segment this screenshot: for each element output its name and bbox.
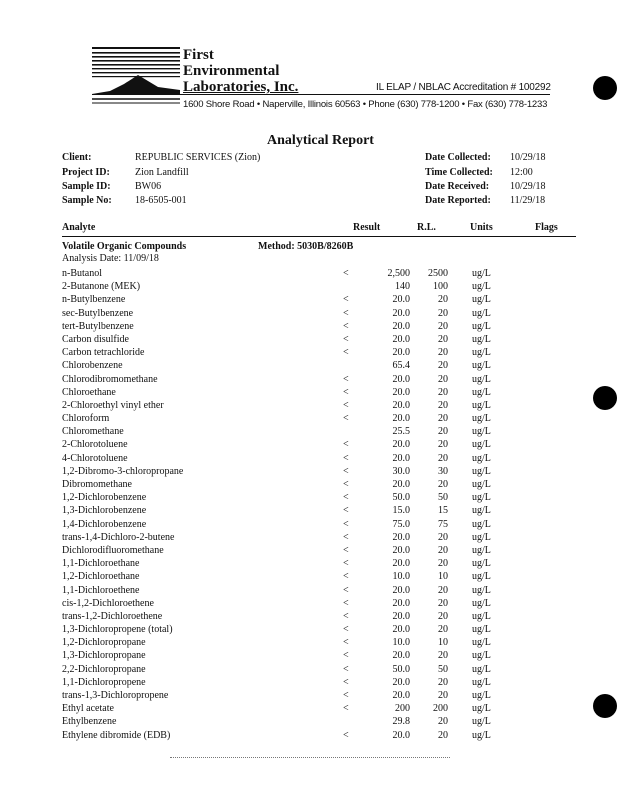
rl-cell: 20: [438, 650, 448, 662]
table-row: [62, 544, 576, 557]
less-than-cell: <: [343, 413, 349, 425]
sample-no-value: 18-6505-001: [135, 195, 187, 206]
units-cell: ug/L: [472, 690, 491, 701]
analyte-cell: 1,3-Dichloropropane: [62, 650, 146, 662]
units-cell: ug/L: [472, 505, 491, 517]
analyte-cell: 1,3-Dichloropropene (total): [62, 624, 173, 636]
less-than-cell: <: [343, 676, 349, 688]
units-cell: ug/L: [472, 399, 491, 411]
less-than-cell: <: [343, 531, 349, 543]
result-cell: 75.0: [392, 518, 410, 530]
result-cell: 20.0: [392, 373, 410, 385]
table-row: [62, 386, 576, 399]
table-row: [62, 531, 576, 544]
result-cell: 20.0: [392, 650, 410, 662]
less-than-cell: <: [343, 650, 349, 662]
rl-cell: 20: [438, 399, 448, 411]
units-cell: ug/L: [472, 268, 491, 279]
table-row: [62, 412, 576, 425]
result-cell: 30.0: [392, 465, 410, 477]
less-than-cell: <: [343, 624, 349, 636]
units-cell: ug/L: [472, 518, 491, 530]
table-row: [62, 570, 576, 583]
time-collected-value: 12:00: [510, 167, 533, 178]
analysis-date: Analysis Date: 11/09/18: [62, 253, 159, 264]
date-reported-label: Date Reported:: [425, 195, 491, 206]
less-than-cell: <: [343, 690, 349, 701]
table-row: [62, 399, 576, 412]
analyte-cell: Carbon tetrachloride: [62, 347, 145, 359]
table-row: [62, 504, 576, 517]
project-value: Zion Landfill: [135, 167, 189, 178]
less-than-cell: <: [343, 373, 349, 385]
header-units: Units: [470, 222, 493, 233]
result-cell: 20.0: [392, 439, 410, 451]
analyte-cell: Ethylbenzene: [62, 716, 117, 728]
result-cell: 20.0: [392, 347, 410, 359]
analyte-cell: 2,2-Dichloropropane: [62, 663, 146, 675]
time-collected-label: Time Collected:: [425, 167, 493, 178]
less-than-cell: <: [343, 610, 349, 622]
table-row: [62, 438, 576, 451]
analyte-cell: 1,4-Dichlorobenzene: [62, 518, 147, 530]
table-row: [62, 715, 576, 728]
less-than-cell: <: [343, 465, 349, 477]
less-than-cell: <: [343, 729, 349, 741]
rl-cell: 20: [438, 320, 448, 332]
table-row: [62, 267, 576, 280]
analyte-cell: 2-Chlorotoluene: [62, 439, 128, 451]
rl-cell: 20: [438, 307, 448, 319]
rl-cell: 20: [438, 294, 448, 306]
units-cell: ug/L: [472, 386, 491, 398]
date-collected-label: Date Collected:: [425, 152, 491, 163]
sample-id-value: BW06: [135, 181, 162, 192]
analyte-cell: Chlorobenzene: [62, 360, 123, 372]
result-cell: 65.4: [392, 360, 410, 372]
units-cell: ug/L: [472, 465, 491, 477]
less-than-cell: <: [343, 320, 349, 332]
units-cell: ug/L: [472, 637, 491, 649]
less-than-cell: <: [343, 663, 349, 675]
analyte-cell: Ethyl acetate: [62, 703, 114, 715]
rl-cell: 20: [438, 584, 448, 596]
result-cell: 20.0: [392, 307, 410, 319]
table-row: [62, 293, 576, 306]
accreditation-text: IL ELAP / NBLAC Accreditation # 100292: [376, 82, 551, 93]
results-table-header: [62, 222, 576, 236]
rl-cell: 10: [438, 637, 448, 649]
less-than-cell: <: [343, 637, 349, 649]
units-cell: ug/L: [472, 676, 491, 688]
units-cell: ug/L: [472, 479, 491, 490]
analyte-cell: n-Butanol: [62, 268, 102, 279]
units-cell: ug/L: [472, 373, 491, 385]
table-row: [62, 636, 576, 649]
analyte-cell: Chloroform: [62, 413, 110, 425]
analyte-cell: n-Butylbenzene: [62, 294, 126, 306]
units-cell: ug/L: [472, 531, 491, 543]
less-than-cell: <: [343, 518, 349, 530]
date-received-label: Date Received:: [425, 181, 490, 192]
units-cell: ug/L: [472, 624, 491, 636]
table-row: [62, 307, 576, 320]
lab-name-line1: First: [183, 47, 214, 63]
result-cell: 20.0: [392, 294, 410, 306]
analyte-cell: 2-Chloroethyl vinyl ether: [62, 399, 164, 411]
analyte-cell: 1,2-Dibromo-3-chloropropane: [62, 465, 184, 477]
result-cell: 20.0: [392, 558, 410, 570]
less-than-cell: <: [343, 597, 349, 609]
result-cell: 20.0: [392, 399, 410, 411]
rl-cell: 20: [438, 386, 448, 398]
units-cell: ug/L: [472, 729, 491, 741]
rl-cell: 20: [438, 729, 448, 741]
units-cell: ug/L: [472, 281, 491, 293]
result-cell: 20.0: [392, 452, 410, 464]
units-cell: ug/L: [472, 584, 491, 596]
rl-cell: 50: [438, 663, 448, 675]
table-row: [62, 359, 576, 372]
units-cell: ug/L: [472, 716, 491, 728]
less-than-cell: <: [343, 294, 349, 306]
table-row: [62, 623, 576, 636]
table-row: [62, 663, 576, 676]
analyte-cell: 1,2-Dichlorobenzene: [62, 492, 147, 504]
table-row: [62, 729, 576, 742]
rl-cell: 20: [438, 333, 448, 345]
table-row: [62, 346, 576, 359]
less-than-cell: <: [343, 479, 349, 490]
result-cell: 10.0: [392, 637, 410, 649]
units-cell: ug/L: [472, 360, 491, 372]
less-than-cell: <: [343, 333, 349, 345]
rl-cell: 20: [438, 426, 448, 438]
rl-cell: 100: [433, 281, 448, 293]
result-cell: 20.0: [392, 544, 410, 556]
table-row: [62, 373, 576, 386]
section-title: Volatile Organic Compounds: [62, 241, 187, 252]
analyte-cell: 4-Chlorotoluene: [62, 452, 128, 464]
table-row: [62, 689, 576, 702]
units-cell: ug/L: [472, 320, 491, 332]
result-cell: 20.0: [392, 386, 410, 398]
punch-hole-bottom: [593, 694, 617, 718]
client-value: REPUBLIC SERVICES (Zion): [135, 152, 261, 163]
punch-hole-top: [593, 76, 617, 100]
result-cell: 20.0: [392, 479, 410, 490]
less-than-cell: <: [343, 584, 349, 596]
units-cell: ug/L: [472, 492, 491, 504]
punch-hole-middle: [593, 386, 617, 410]
report-title: Analytical Report: [267, 133, 374, 148]
rl-cell: 20: [438, 544, 448, 556]
rl-cell: 200: [433, 703, 448, 715]
analyte-cell: 1,2-Dichloroethane: [62, 571, 140, 583]
analyte-cell: 1,3-Dichlorobenzene: [62, 505, 147, 517]
units-cell: ug/L: [472, 597, 491, 609]
analyte-cell: Chloroethane: [62, 386, 116, 398]
result-cell: 50.0: [392, 492, 410, 504]
lab-name-line2: Environmental: [183, 63, 280, 79]
less-than-cell: <: [343, 452, 349, 464]
result-cell: 50.0: [392, 663, 410, 675]
project-label: Project ID:: [62, 167, 110, 178]
table-row: [62, 478, 576, 491]
result-cell: 20.0: [392, 597, 410, 609]
lab-name-line3: Laboratories, Inc.: [183, 79, 299, 95]
client-label: Client:: [62, 152, 92, 163]
units-cell: ug/L: [472, 650, 491, 662]
date-collected-value: 10/29/18: [510, 152, 546, 163]
header-rl: R.L.: [417, 222, 436, 233]
rl-cell: 15: [438, 505, 448, 517]
result-cell: 200: [395, 703, 410, 715]
less-than-cell: <: [343, 505, 349, 517]
units-cell: ug/L: [472, 558, 491, 570]
table-row: [62, 333, 576, 346]
analyte-cell: trans-1,4-Dichloro-2-butene: [62, 531, 175, 543]
less-than-cell: <: [343, 703, 349, 715]
table-row: [62, 702, 576, 715]
units-cell: ug/L: [472, 703, 491, 715]
units-cell: ug/L: [472, 452, 491, 464]
table-row: [62, 557, 576, 570]
analyte-cell: 1,1-Dichloroethane: [62, 558, 140, 570]
header-analyte: Analyte: [62, 222, 96, 233]
analyte-cell: trans-1,2-Dichloroethene: [62, 610, 163, 622]
sample-no-label: Sample No:: [62, 195, 112, 206]
result-cell: 25.5: [392, 426, 410, 438]
analyte-cell: tert-Butylbenzene: [62, 320, 134, 332]
units-cell: ug/L: [472, 571, 491, 583]
lab-name: [183, 47, 298, 95]
header-flags: Flags: [535, 222, 558, 233]
result-cell: 20.0: [392, 624, 410, 636]
rl-cell: 20: [438, 624, 448, 636]
rl-cell: 20: [438, 360, 448, 372]
rl-cell: 20: [438, 597, 448, 609]
table-row: [62, 425, 576, 438]
rl-cell: 20: [438, 558, 448, 570]
result-cell: 15.0: [392, 505, 410, 517]
analyte-cell: Carbon disulfide: [62, 333, 129, 345]
rl-cell: 20: [438, 690, 448, 701]
table-row: [62, 452, 576, 465]
table-row: [62, 584, 576, 597]
result-cell: 20.0: [392, 413, 410, 425]
table-row: [62, 491, 576, 504]
units-cell: ug/L: [472, 610, 491, 622]
units-cell: ug/L: [472, 347, 491, 359]
table-row: [62, 610, 576, 623]
less-than-cell: <: [343, 386, 349, 398]
table-row: [62, 597, 576, 610]
result-cell: 140: [395, 281, 410, 293]
units-cell: ug/L: [472, 333, 491, 345]
rl-cell: 20: [438, 716, 448, 728]
less-than-cell: <: [343, 399, 349, 411]
analyte-cell: sec-Butylbenzene: [62, 307, 134, 319]
analyte-cell: Chloromethane: [62, 426, 124, 438]
rl-cell: 20: [438, 413, 448, 425]
result-cell: 20.0: [392, 729, 410, 741]
analyte-cell: Dichlorodifluoromethane: [62, 544, 164, 556]
date-received-value: 10/29/18: [510, 181, 546, 192]
table-row: [62, 320, 576, 333]
results-table-body: [62, 267, 576, 742]
rl-cell: 20: [438, 531, 448, 543]
result-cell: 10.0: [392, 571, 410, 583]
rl-cell: 20: [438, 373, 448, 385]
result-cell: 2,500: [387, 268, 410, 279]
less-than-cell: <: [343, 492, 349, 504]
analyte-cell: trans-1,3-Dichloropropene: [62, 690, 169, 701]
less-than-cell: <: [343, 347, 349, 359]
units-cell: ug/L: [472, 544, 491, 556]
result-cell: 20.0: [392, 676, 410, 688]
analyte-cell: 1,1-Dichloroethene: [62, 584, 140, 596]
less-than-cell: <: [343, 544, 349, 556]
units-cell: ug/L: [472, 413, 491, 425]
analyte-cell: 2-Butanone (MEK): [62, 281, 141, 293]
units-cell: ug/L: [472, 426, 491, 438]
rl-cell: 75: [438, 518, 448, 530]
result-cell: 20.0: [392, 584, 410, 596]
units-cell: ug/L: [472, 663, 491, 675]
table-header-rule: [62, 236, 576, 237]
result-cell: 20.0: [392, 610, 410, 622]
result-cell: 20.0: [392, 333, 410, 345]
table-row: [62, 518, 576, 531]
less-than-cell: <: [343, 558, 349, 570]
analyte-cell: 1,1-Dichloropropene: [62, 676, 146, 688]
analyte-cell: Ethylene dibromide (EDB): [62, 729, 171, 741]
rl-cell: 20: [438, 610, 448, 622]
sample-id-label: Sample ID:: [62, 181, 111, 192]
method-label: Method: 5030B/8260B: [258, 241, 354, 252]
rl-cell: 20: [438, 479, 448, 490]
units-cell: ug/L: [472, 439, 491, 451]
table-row: [62, 649, 576, 662]
table-row: [62, 676, 576, 689]
header-result: Result: [353, 222, 381, 233]
result-cell: 20.0: [392, 690, 410, 701]
rl-cell: 20: [438, 347, 448, 359]
less-than-cell: <: [343, 571, 349, 583]
rl-cell: 20: [438, 676, 448, 688]
units-cell: ug/L: [472, 294, 491, 306]
result-cell: 20.0: [392, 531, 410, 543]
letterhead-rule: [92, 94, 550, 95]
rl-cell: 50: [438, 492, 448, 504]
rl-cell: 10: [438, 571, 448, 583]
lab-address: 1600 Shore Road • Naperville, Illinois 60563 • Phone (630) 778-1200 • Fax (630) 778-1233: [183, 99, 548, 110]
less-than-cell: <: [343, 439, 349, 451]
less-than-cell: <: [343, 268, 349, 279]
table-row: [62, 280, 576, 293]
result-cell: 29.8: [392, 716, 410, 728]
analyte-cell: 1,2-Dichloropropane: [62, 637, 146, 649]
rl-cell: 20: [438, 452, 448, 464]
rl-cell: 30: [438, 465, 448, 477]
scan-artifact-dots: [170, 757, 450, 758]
table-row: [62, 465, 576, 478]
result-cell: 20.0: [392, 320, 410, 332]
analyte-cell: Chlorodibromomethane: [62, 373, 158, 385]
lab-logo-icon: [92, 47, 180, 107]
date-reported-value: 11/29/18: [510, 195, 546, 206]
less-than-cell: <: [343, 307, 349, 319]
units-cell: ug/L: [472, 307, 491, 319]
rl-cell: 20: [438, 439, 448, 451]
analyte-cell: cis-1,2-Dichloroethene: [62, 597, 154, 609]
rl-cell: 2500: [428, 268, 448, 279]
analyte-cell: Dibromomethane: [62, 479, 132, 490]
